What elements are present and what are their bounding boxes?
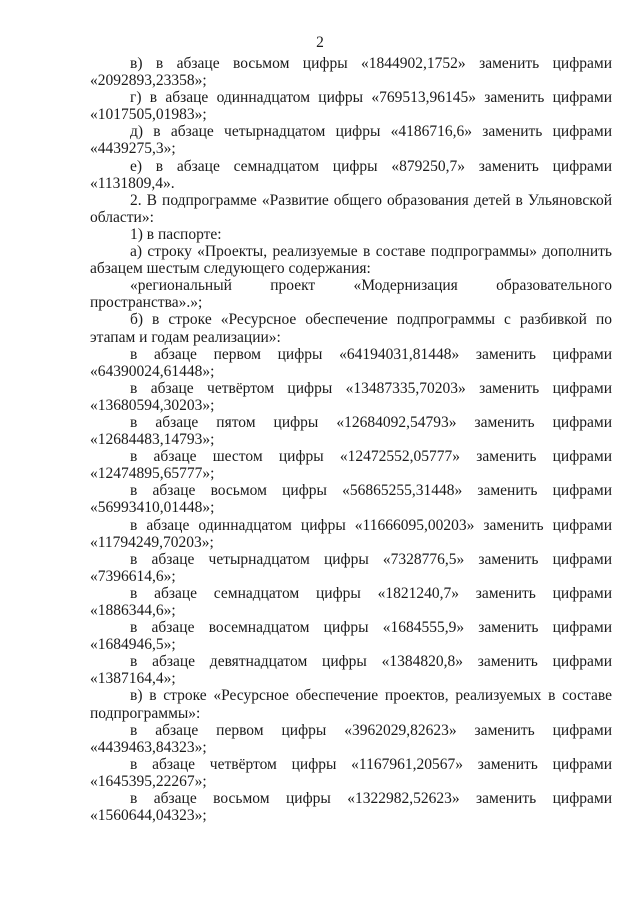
paragraph: 1) в паспорте: bbox=[130, 225, 222, 243]
page-number: 2 bbox=[316, 34, 324, 51]
paragraph: в абзаце восемнадцатом цифры «1684555,9» заменить цифрами «1684946,5»; bbox=[90, 619, 612, 654]
paragraph: в абзаце восьмом цифры «1322982,52623» заменить цифрами «1560644,04323»; bbox=[90, 790, 612, 825]
paragraph: «региональный проект «Модернизация образовательного пространства».»; bbox=[90, 277, 612, 312]
paragraph: в абзаце пятом цифры «12684092,54793» заменить цифрами «12684483,14793»; bbox=[90, 413, 612, 449]
paragraph: в абзаце девятнадцатом цифры «1384820,8» заменить цифрами «1387164,4»; bbox=[90, 653, 612, 688]
paragraph: в) в абзаце восьмом цифры «1844902,1752» заменить цифрами «2092893,23358»; bbox=[90, 55, 612, 90]
paragraph: в абзаце восьмом цифры «56865255,31448» заменить цифрами «56993410,01448»; bbox=[90, 482, 612, 517]
paragraph: в абзаце шестом цифры «12472552,05777» заменить цифрами «12474895,65777»; bbox=[90, 448, 612, 483]
paragraph: а) строку «Проекты, реализуемые в составе подпрограммы» дополнить абзацем шестым следующего содержания: bbox=[90, 243, 612, 278]
paragraph: в абзаце первом цифры «3962029,82623» заменить цифрами «4439463,84323»; bbox=[90, 721, 612, 756]
paragraph: в абзаце первом цифры «64194031,81448» заменить цифрами «64390024,61448»; bbox=[90, 345, 612, 380]
paragraph: в абзаце семнадцатом цифры «1821240,7» заменить цифрами «1886344,6»; bbox=[90, 584, 612, 619]
paragraph: в абзаце четырнадцатом цифры «7328776,5» заменить цифрами «7396614,6»; bbox=[90, 550, 612, 585]
paragraph: 2. В подпрограмме «Развитие общего образования детей в Ульяновской области»: bbox=[90, 191, 612, 226]
paragraph: в абзаце четвёртом цифры «13487335,70203» заменить цифрами «13680594,30203»; bbox=[90, 379, 612, 414]
paragraph: в абзаце четвёртом цифры «1167961,20567» заменить цифрами «1645395,22267»; bbox=[90, 755, 612, 790]
paragraph: д) в абзаце четырнадцатом цифры «4186716,6» заменить цифрами «4439275,3»; bbox=[90, 123, 612, 158]
paragraph: в абзаце одиннадцатом цифры «11666095,00203» заменить цифрами «11794249,70203»; bbox=[90, 516, 612, 551]
document-body bbox=[90, 55, 612, 824]
paragraph: е) в абзаце семнадцатом цифры «879250,7» заменить цифрами «1131809,4». bbox=[90, 157, 612, 192]
paragraph: в) в строке «Ресурсное обеспечение проектов, реализуемых в составе подпрограммы»: bbox=[90, 687, 612, 722]
paragraph: г) в абзаце одиннадцатом цифры «769513,96145» заменить цифрами «1017505,01983»; bbox=[90, 89, 612, 124]
paragraph: б) в строке «Ресурсное обеспечение подпрограммы с разбивкой по этапам и годам реализации»: bbox=[90, 311, 612, 346]
